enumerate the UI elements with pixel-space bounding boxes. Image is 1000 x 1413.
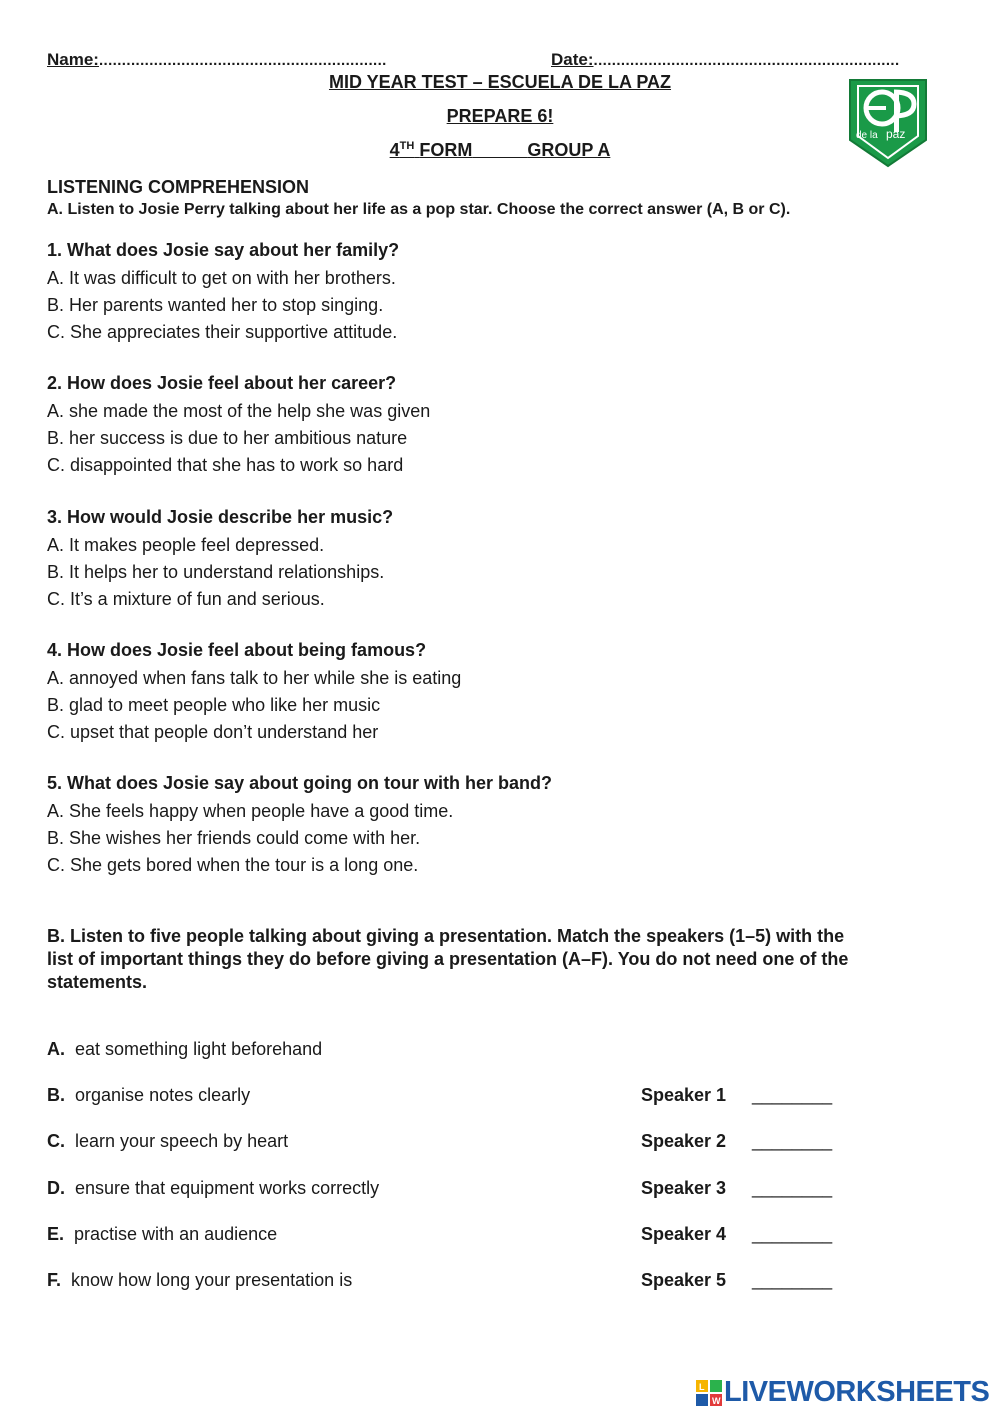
logo-shield-icon xyxy=(848,78,928,168)
option[interactable]: B. Her parents wanted her to stop singing. xyxy=(47,295,384,315)
liveworksheets-icon xyxy=(696,1380,722,1406)
test-subtitle: PREPARE 6! xyxy=(446,106,554,126)
option[interactable]: C. She gets bored when the tour is a long one. xyxy=(47,855,419,875)
option[interactable]: A. She feels happy when people have a good time. xyxy=(47,801,454,821)
statement-row xyxy=(47,1131,867,1157)
statement-row xyxy=(47,1270,867,1296)
question-4 xyxy=(47,640,461,743)
option[interactable]: C. It’s a mixture of fun and serious. xyxy=(47,589,325,609)
question-title: 5. What does Josie say about going on tour with her band? xyxy=(47,773,553,793)
logo-text: de la xyxy=(856,130,878,141)
statement-letter: A. xyxy=(47,1039,65,1059)
statement-letter: B. xyxy=(47,1085,65,1105)
statement-row xyxy=(47,1039,867,1065)
school-logo xyxy=(848,78,928,168)
part-b-instruction-line: statements. xyxy=(47,972,148,992)
question-1 xyxy=(47,240,399,343)
option[interactable]: B. She wishes her friends could come with her. xyxy=(47,828,421,848)
question-title: 2. How does Josie feel about her career? xyxy=(47,373,397,393)
statement-text: ensure that equipment works correctly xyxy=(75,1178,380,1198)
statement-text: eat something light beforehand xyxy=(75,1039,323,1059)
statement-text: organise notes clearly xyxy=(75,1085,251,1105)
option[interactable]: B. It helps her to understand relationships. xyxy=(47,562,385,582)
icon-letter: W xyxy=(712,1396,721,1406)
question-title: 3. How would Josie describe her music? xyxy=(47,507,394,527)
statement-text: know how long your presentation is xyxy=(71,1270,353,1290)
statement-row xyxy=(47,1178,867,1204)
group-label: GROUP A xyxy=(527,140,611,160)
form-word: FORM xyxy=(419,140,473,160)
option[interactable]: A. It was difficult to get on with her brothers. xyxy=(47,268,396,288)
speaker-label: Speaker 3 xyxy=(641,1178,727,1198)
option[interactable]: A. annoyed when fans talk to her while she is eating xyxy=(47,668,462,688)
date-label: Date: xyxy=(551,50,594,69)
part-b-instruction-line: B. Listen to five people talking about giving a presentation. Match the speakers (1–5) with the xyxy=(47,926,845,946)
liveworksheets-brand: LIVEWORKSHEETS xyxy=(724,1376,990,1408)
name-field[interactable] xyxy=(47,50,447,70)
statement-row xyxy=(47,1224,867,1250)
part-b-instruction xyxy=(47,925,977,994)
option[interactable]: A. she made the most of the help she was given xyxy=(47,401,431,421)
test-title: MID YEAR TEST – ESCUELA DE LA PAZ xyxy=(328,72,672,92)
question-title: 4. How does Josie feel about being famous? xyxy=(47,640,427,660)
option[interactable]: B. her success is due to her ambitious nature xyxy=(47,428,408,448)
section-title: LISTENING COMPREHENSION xyxy=(47,177,310,197)
statement-letter: E. xyxy=(47,1224,65,1244)
speaker-answer-blank[interactable]: ________ xyxy=(752,1224,833,1244)
statement-text: practise with an audience xyxy=(74,1224,278,1244)
statement-letter: F. xyxy=(47,1270,62,1290)
icon-letter: L xyxy=(699,1382,705,1392)
question-5 xyxy=(47,773,552,876)
option[interactable]: C. disappointed that she has to work so hard xyxy=(47,455,404,475)
speaker-answer-blank[interactable]: ________ xyxy=(752,1178,833,1198)
question-title: 1. What does Josie say about her family? xyxy=(47,240,400,260)
part-a-instruction: A. Listen to Josie Perry talking about her life as a pop star. Choose the correct answer (A, B or C). xyxy=(47,201,791,218)
question-2 xyxy=(47,373,430,476)
option[interactable]: A. It makes people feel depressed. xyxy=(47,535,325,555)
form-number: 4 xyxy=(389,140,400,160)
statement-text: learn your speech by heart xyxy=(75,1131,289,1151)
speaker-label: Speaker 2 xyxy=(641,1131,727,1151)
name-label: Name: xyxy=(47,50,99,69)
form-superscript: TH xyxy=(399,140,415,152)
speaker-answer-blank[interactable]: ________ xyxy=(752,1270,833,1290)
option[interactable]: C. upset that people don’t understand her xyxy=(47,722,379,742)
speaker-label: Speaker 1 xyxy=(641,1085,727,1105)
statement-letter: C. xyxy=(47,1131,65,1151)
liveworksheets-logo xyxy=(696,1376,996,1410)
question-3 xyxy=(47,507,393,610)
logo-text-2: paz xyxy=(886,127,906,141)
name-dots: ............................................................... xyxy=(98,52,387,69)
part-b-instruction-line: list of important things they do before giving a presentation (A–F). You do not need one of the xyxy=(47,949,849,969)
date-field[interactable] xyxy=(551,50,951,70)
statement-row xyxy=(47,1085,867,1111)
option[interactable]: B. glad to meet people who like her music xyxy=(47,695,381,715)
option[interactable]: C. She appreciates their supportive attitude. xyxy=(47,322,398,342)
speaker-answer-blank[interactable]: ________ xyxy=(752,1085,833,1105)
speaker-answer-blank[interactable]: ________ xyxy=(752,1131,833,1151)
statement-letter: D. xyxy=(47,1178,65,1198)
speaker-label: Speaker 4 xyxy=(641,1224,727,1244)
date-dots: ................................................................... xyxy=(593,52,900,69)
speaker-label: Speaker 5 xyxy=(641,1270,727,1290)
